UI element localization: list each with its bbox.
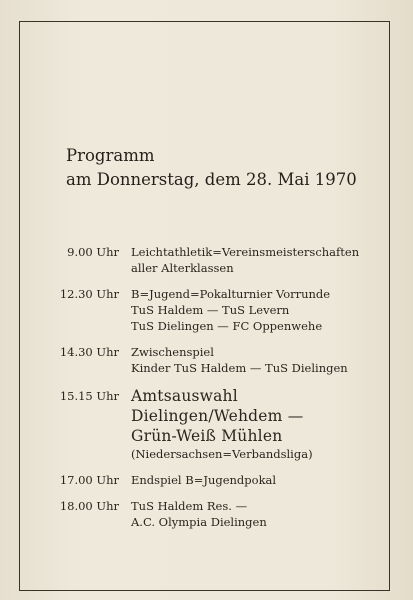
schedule-time: 12.30 Uhr (59, 287, 119, 301)
highlight-line: Dielingen/Wehdem — (131, 407, 304, 425)
schedule-line: A.C. Olympia Dielingen (131, 515, 267, 529)
heading-title: Programm (66, 146, 155, 165)
schedule-time: 18.00 Uhr (59, 499, 119, 513)
schedule-line: Endspiel B=Jugendpokal (131, 473, 277, 487)
schedule-row (46, 344, 376, 376)
schedule-description (119, 244, 359, 276)
schedule-time: 17.00 Uhr (59, 473, 119, 487)
schedule-description (119, 286, 330, 334)
schedule-description (119, 472, 276, 488)
schedule-line: Leichtathletik=Vereinsmeisterschaften (131, 245, 360, 259)
schedule-row (46, 286, 376, 334)
schedule-row (46, 472, 376, 488)
schedule-line: TuS Dielingen — FC Oppenwehe (131, 319, 323, 333)
program-heading (66, 144, 357, 192)
schedule-description (119, 386, 313, 462)
schedule-line: aller Alterklassen (131, 261, 234, 275)
schedule-line: TuS Haldem Res. — (131, 499, 248, 513)
schedule-row (46, 498, 376, 530)
schedule-line: Zwischenspiel (131, 345, 214, 359)
highlight-line: Grün-Weiß Mühlen (131, 427, 283, 445)
schedule-time: 14.30 Uhr (59, 345, 119, 359)
schedule-list (46, 244, 376, 540)
schedule-description (119, 498, 267, 530)
schedule-line: B=Jugend=Pokalturnier Vorrunde (131, 287, 331, 301)
schedule-description (119, 344, 348, 376)
schedule-time: 9.00 Uhr (67, 245, 119, 259)
heading-date: am Donnerstag, dem 28. Mai 1970 (66, 170, 357, 189)
schedule-line: TuS Haldem — TuS Levern (131, 303, 290, 317)
schedule-row-highlight (46, 386, 376, 462)
highlight-line: Amtsauswahl (131, 387, 238, 405)
schedule-line: Kinder TuS Haldem — TuS Dielingen (131, 361, 348, 375)
schedule-row (46, 244, 376, 276)
schedule-time: 15.15 Uhr (59, 389, 119, 403)
league-note: (Niedersachsen=Verbandsliga) (131, 447, 313, 461)
